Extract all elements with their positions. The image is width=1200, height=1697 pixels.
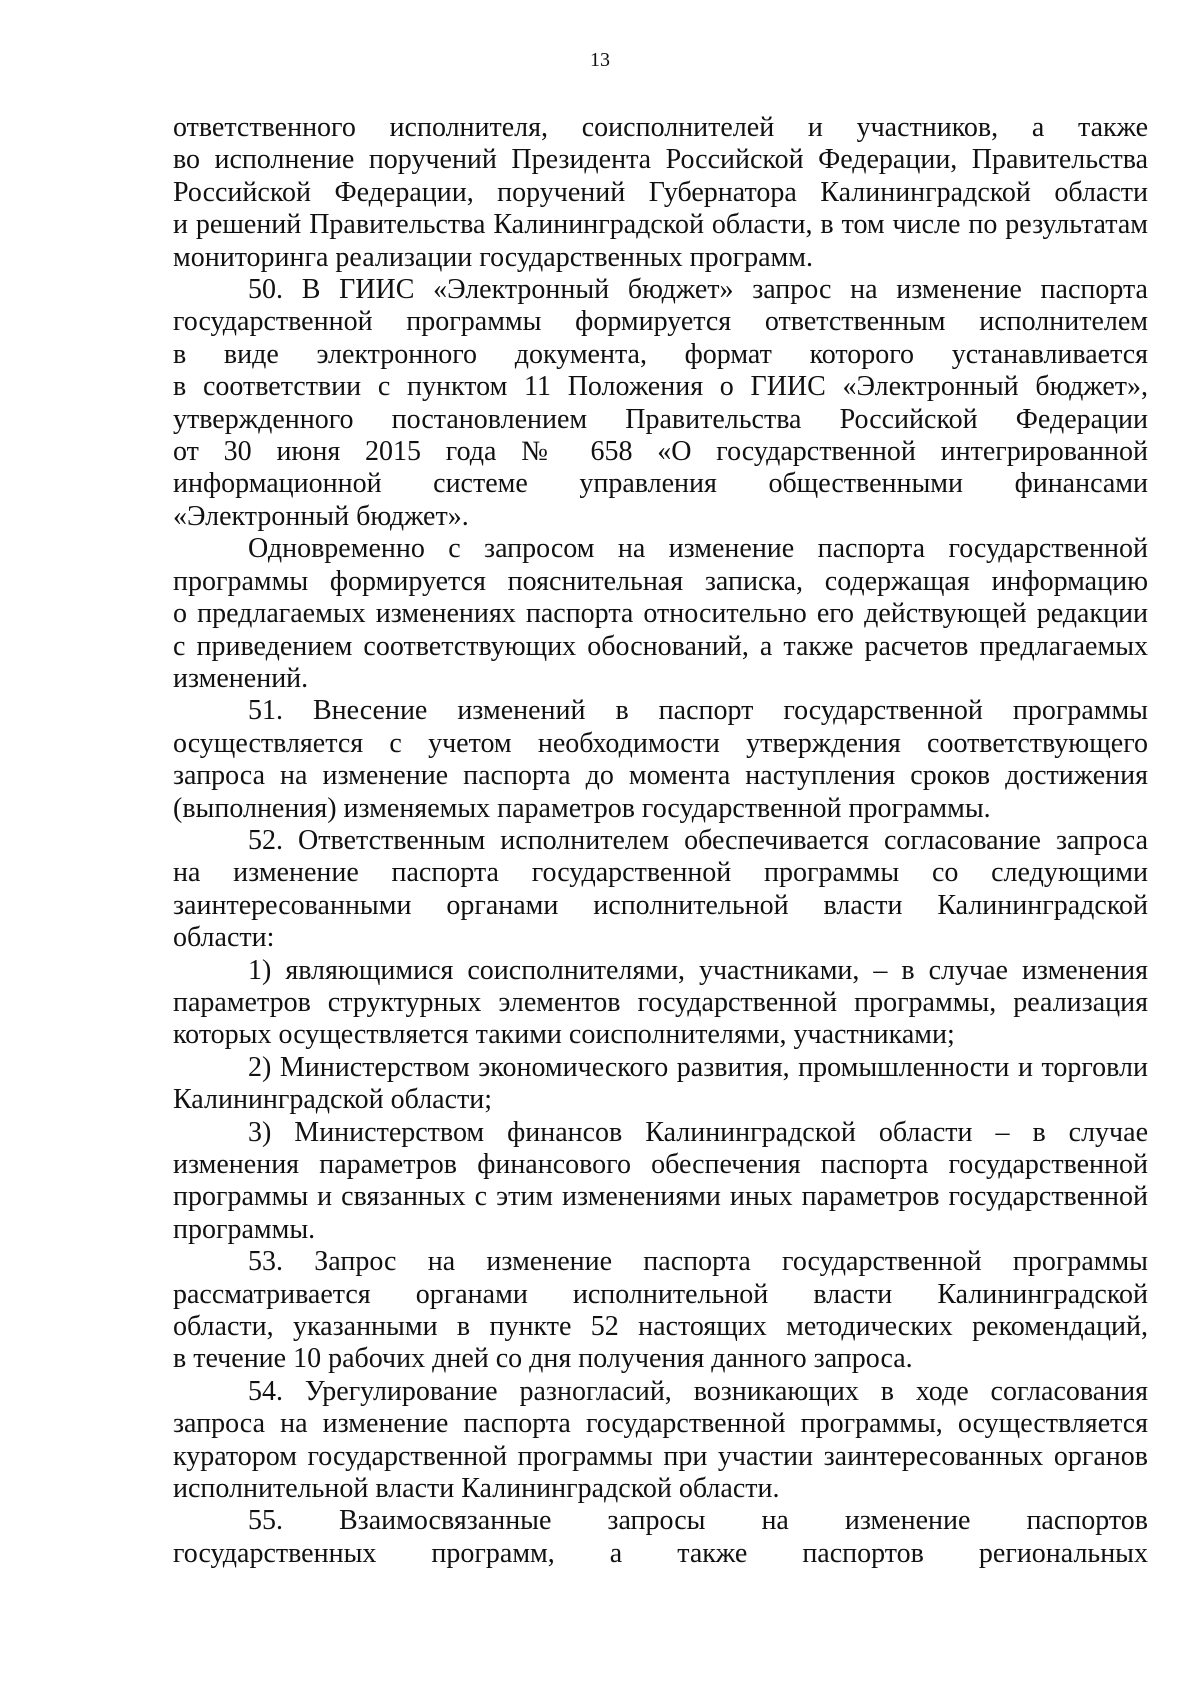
text-line: утвержденного постановлением Правительства Российской Федерации — [173, 403, 1148, 435]
text-line: в соответствии с пунктом 11 Положения о ГИИС «Электронный бюджет», — [173, 371, 1148, 403]
text-line: 55. Взаимосвязанные запросы на изменение паспортов — [248, 1505, 1148, 1537]
text-line: области, указанными в пункте 52 настоящих методических рекомендаций, — [173, 1311, 1148, 1343]
text-line: мониторинга реализации государственных программ. — [173, 241, 813, 273]
text-line: исполнительной власти Калининградской области. — [173, 1473, 780, 1505]
text-line: программы и связанных с этим изменениями иных параметров государственной — [173, 1181, 1148, 1213]
text-line: информационной системе управления общественными финансами — [173, 468, 1148, 500]
text-line: запроса на изменение паспорта до момента наступления сроков достижения — [173, 760, 1148, 792]
text-line: осуществляется с учетом необходимости утверждения соответствующего — [173, 727, 1148, 759]
text-line: Калининградской области; — [173, 1084, 493, 1116]
text-line: Одновременно с запросом на изменение паспорта государственной — [248, 533, 1148, 565]
text-line: изменений. — [173, 662, 309, 694]
text-line: 52. Ответственным исполнителем обеспечивается согласование запроса — [248, 824, 1148, 856]
text-line: которых осуществляется такими соисполнителями, участниками; — [173, 1019, 955, 1051]
text-line: 3) Министерством финансов Калининградской области – в случае — [248, 1116, 1148, 1148]
text-line: во исполнение поручений Президента Российской Федерации, Правительства — [173, 144, 1148, 176]
text-line: 51. Внесение изменений в паспорт государственной программы — [248, 695, 1148, 727]
paragraph-p52_3 — [173, 1117, 1148, 1247]
text-line: 54. Урегулирование разногласий, возникающих в ходе согласования — [248, 1375, 1148, 1407]
text-line: в виде электронного документа, формат которого устанавливается — [173, 338, 1148, 370]
document-body — [173, 112, 1148, 1570]
text-line: в течение 10 рабочих дней со дня получения данного запроса. — [173, 1343, 913, 1375]
text-line: о предлагаемых изменениях паспорта относительно его действующей редакции — [173, 598, 1148, 630]
text-line: изменения параметров финансового обеспечения паспорта государственной — [173, 1149, 1148, 1180]
text-line: (выполнения) изменяемых параметров государственной программы. — [173, 792, 991, 824]
text-line: куратором государственной программы при участии заинтересованных органов — [173, 1440, 1148, 1472]
paragraph-p52 — [173, 825, 1148, 955]
text-line: Российской Федерации, поручений Губернатора Калининградской области — [173, 176, 1148, 208]
paragraph-p50 — [173, 274, 1148, 533]
paragraph-p52_1 — [173, 955, 1148, 1052]
text-line: и решений Правительства Калининградской области, в том числе по результатам — [173, 209, 1148, 241]
text-line: с приведением соответствующих обоснований, а также расчетов предлагаемых — [173, 630, 1148, 662]
text-line: «Электронный бюджет». — [173, 500, 469, 532]
text-line: государственной программы формируется ответственным исполнителем — [173, 306, 1148, 338]
paragraph-p52_2 — [173, 1052, 1148, 1117]
paragraph-p53 — [173, 1246, 1148, 1376]
text-line: области: — [173, 922, 275, 954]
text-line: на изменение паспорта государственной программы со следующими — [173, 857, 1148, 889]
page-number: 13 — [590, 49, 610, 71]
text-line: 50. В ГИИС «Электронный бюджет» запрос на изменение паспорта — [248, 274, 1148, 306]
text-line: ответственного исполнителя, соисполнителей и участников, а также — [173, 112, 1148, 143]
paragraph-p55 — [173, 1505, 1148, 1570]
text-line: запроса на изменение паспорта государственной программы, осуществляется — [173, 1408, 1148, 1440]
text-line: рассматривается органами исполнительной власти Калининградской — [173, 1278, 1148, 1310]
text-line: от 30 июня 2015 года № 658 «О государственной интегрированной — [173, 436, 1148, 468]
paragraph-p50b — [173, 533, 1148, 695]
text-line: заинтересованными органами исполнительной власти Калининградской — [173, 889, 1148, 921]
paragraph-p0 — [173, 112, 1148, 274]
text-line: 2) Министерством экономического развития, промышленности и торговли — [248, 1051, 1148, 1083]
text-line: программы. — [173, 1213, 316, 1245]
paragraph-p54 — [173, 1376, 1148, 1506]
text-line: 53. Запрос на изменение паспорта государственной программы — [248, 1246, 1148, 1278]
text-line: государственных программ, а также паспортов региональных — [173, 1537, 1148, 1569]
paragraph-p51 — [173, 695, 1148, 825]
text-line: программы формируется пояснительная записка, содержащая информацию — [173, 565, 1148, 597]
text-line: 1) являющимися соисполнителями, участниками, – в случае изменения — [248, 954, 1148, 986]
text-line: параметров структурных элементов государственной программы, реализация — [173, 986, 1148, 1018]
